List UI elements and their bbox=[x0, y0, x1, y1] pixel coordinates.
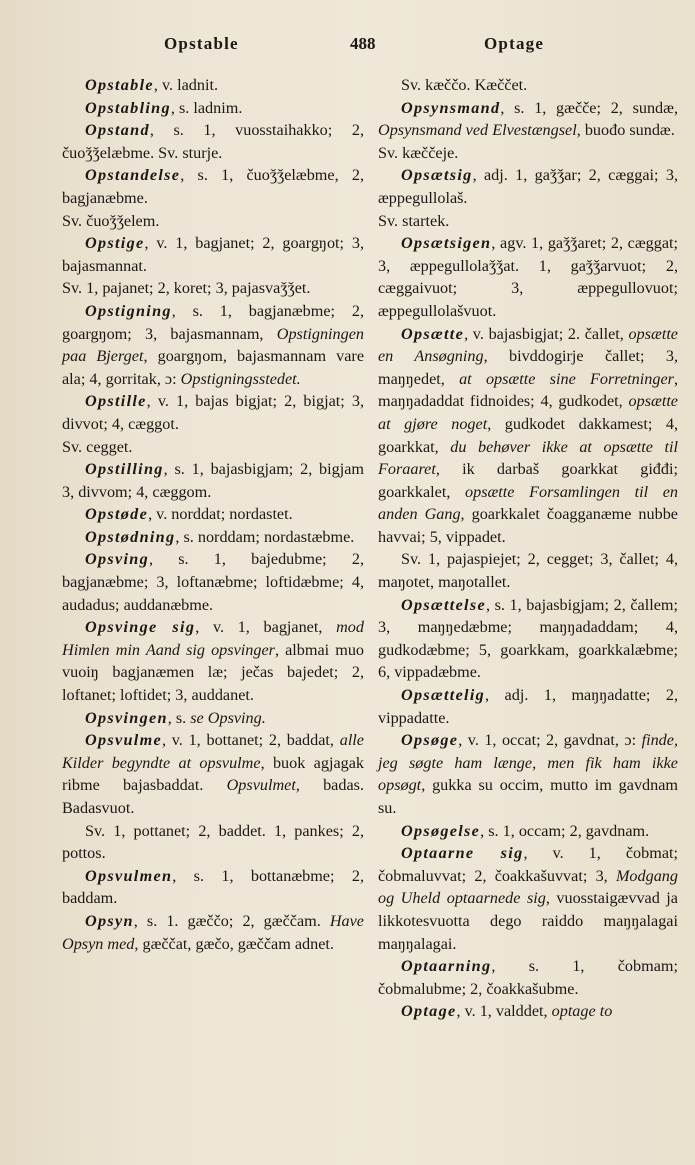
header-left-guideword: Opstable bbox=[164, 34, 239, 53]
dictionary-entry bbox=[378, 955, 678, 1000]
definition-text: , s. 1, bajedubme; 2, bagjanæbme; 3, loftanæbme; loftidæbme; 4, audadus; auddanæbme. bbox=[62, 550, 364, 614]
example-phrase: Opsynsmand ved Elvestængsel bbox=[378, 121, 577, 140]
example-phrase: mod Himlen min Aand sig opsvinger bbox=[62, 618, 364, 659]
dictionary-entry bbox=[62, 277, 364, 300]
definition-text: Sv. 1, pajaspiejet; 2, cegget; 3, čallet; 4, maŋotet, maŋotallet. bbox=[378, 550, 678, 592]
headword: Opsvingen bbox=[85, 708, 168, 727]
dictionary-entry bbox=[62, 458, 364, 503]
definition-text: , s. 1, bajasbigjam; 2, bigjam 3, divvom; 4, cæggom. bbox=[62, 460, 364, 501]
definition-text: , goarkkalet čoagganæme nubbe havvai; 5, vippadet. bbox=[378, 505, 678, 546]
example-phrase: Modgang og Uheld optaarnede sig bbox=[378, 866, 678, 908]
definition-text: , s. norddam; nordastæbme. bbox=[175, 527, 355, 546]
right-column bbox=[378, 74, 678, 1023]
headword: Opstabling bbox=[85, 98, 171, 117]
definition-text: , s. 1, čuoǯǯelæbme, 2, bagjanæbme. bbox=[62, 166, 364, 207]
definition-text: , s. 1, bagjanæbme; 2, goargŋom; 3, bajasmannam, bbox=[62, 301, 364, 343]
definition-text: , v. 1, valddet, bbox=[456, 1002, 552, 1021]
definition-text: , goargŋom, bajasmannam vare ala; 4, gorritak, ɔ: bbox=[62, 347, 365, 388]
dictionary-entry bbox=[62, 503, 364, 526]
headword: Opstøde bbox=[85, 505, 149, 524]
dictionary-entry bbox=[378, 142, 678, 165]
headword: Opsvulmen bbox=[85, 866, 173, 885]
dictionary-entry bbox=[62, 119, 364, 164]
headword: Opsættelse bbox=[401, 595, 486, 614]
left-column bbox=[62, 74, 364, 955]
dictionary-entry bbox=[62, 910, 364, 955]
headword: Optaarne sig bbox=[401, 844, 524, 863]
example-phrase: alle Kilder begyndte at opsvulme bbox=[62, 731, 364, 772]
headword: Optage bbox=[401, 1002, 457, 1021]
definition-text: , badas. Badasvuot. bbox=[62, 776, 364, 817]
dictionary-entry bbox=[378, 594, 678, 684]
definition-text: , v. 1, bagjanet, bbox=[195, 618, 337, 637]
headword: Opstige bbox=[85, 234, 145, 253]
dictionary-entry bbox=[378, 1000, 678, 1023]
example-phrase: du behøver ikke at opsætte til Foraaret bbox=[378, 437, 678, 479]
definition-text: , v. 1, bagjanet; 2, goargŋot; 3, bajasmannat. bbox=[62, 234, 364, 275]
dictionary-entry bbox=[62, 729, 364, 819]
example-phrase: opsætte Forsamlingen til en anden Gang bbox=[378, 482, 678, 524]
dictionary-entry bbox=[62, 436, 364, 459]
dictionary-entry bbox=[62, 616, 364, 706]
example-phrase: Have Opsyn med bbox=[62, 911, 364, 953]
example-phrase: finde, jeg søgte ham længe, men fik ham ikke opsøgt bbox=[378, 731, 678, 795]
definition-text: , s. ladnim. bbox=[170, 98, 243, 117]
dictionary-entry bbox=[62, 300, 364, 390]
example-phrase: Opstigningsstedet. bbox=[180, 369, 301, 388]
definition-text: Sv. kæččeje. bbox=[378, 143, 459, 162]
headword: Opsøge bbox=[401, 731, 459, 750]
headword: Opstille bbox=[85, 392, 147, 411]
dictionary-entry bbox=[62, 707, 364, 730]
dictionary-entry bbox=[378, 74, 678, 97]
dictionary-entry bbox=[378, 684, 678, 729]
definition-text: , albmai muo vuoiŋ bagjanæmen læ; ječas bajedet; 2, loftanet; loftidet; 3, auddanet. bbox=[62, 640, 365, 705]
dictionary-entry bbox=[62, 820, 364, 865]
definition-text: , agv. 1, gaǯǯaret; 2, cæggat; 3, æppegullolaǯǯat. 1, gaǯǯarvuot; 2, cæggaivuot; 3, æppegullovuot; æppegullolašvuot. bbox=[378, 234, 678, 320]
definition-text: , s. 1, bottanæbme; 2, baddam. bbox=[62, 866, 364, 908]
definition-text: , gudkodet dakkamest; 4, goarkkat, bbox=[378, 414, 679, 456]
running-header bbox=[60, 34, 660, 58]
definition-text: , buođo sundæ. bbox=[576, 121, 675, 140]
headword: Opsætsig bbox=[401, 166, 473, 185]
dictionary-entry bbox=[62, 390, 364, 435]
dictionary-entry bbox=[62, 164, 364, 209]
example-phrase: opsætte at gjøre noget bbox=[378, 392, 678, 433]
headword: Opstable bbox=[85, 76, 154, 94]
dictionary-entry bbox=[378, 842, 678, 955]
headword: Opsætte bbox=[401, 324, 465, 343]
headword: Optaarning bbox=[401, 957, 492, 976]
dictionary-entry bbox=[378, 164, 678, 209]
definition-text: , ik darbaš goarkkat giđđi; goarkkalet, bbox=[378, 460, 678, 501]
headword: Opsving bbox=[85, 550, 149, 569]
definition-text: , s. 1, vuosstaihakko; 2, čuoǯǯelæbme. Sv. sturje. bbox=[62, 121, 364, 162]
definition-text: Sv. kæččo. Kæččet. bbox=[401, 76, 528, 94]
dictionary-entry bbox=[62, 74, 364, 97]
example-phrase: Opsvulmet bbox=[226, 776, 296, 795]
definition-text: Sv. čuoǯǯelem. bbox=[62, 211, 160, 230]
dictionary-entry bbox=[378, 729, 678, 819]
dictionary-entry bbox=[378, 548, 678, 593]
definition-text: , v. 1, occat; 2, gavdnat, ɔ: bbox=[458, 731, 642, 750]
example-phrase: at opsætte sine Forretninger bbox=[459, 369, 674, 388]
example-phrase: se Opsving. bbox=[190, 708, 266, 727]
definition-text: , s. 1. gæččo; 2, gæččam. bbox=[133, 911, 330, 930]
definition-text: , gukka su occim, mutto im gavdnam su. bbox=[378, 776, 678, 817]
definition-text: , vuosstaigævvad ja likkotesvuotta dego raiddo maŋŋalagai maŋŋalagai. bbox=[378, 889, 678, 953]
definition-text: , maŋŋadaddat fidnoides; 4, gudkodet, bbox=[378, 369, 678, 411]
dictionary-entry bbox=[378, 97, 678, 142]
example-phrase: opsætte en Ansøgning bbox=[378, 324, 678, 366]
definition-text: , s. 1, čobmam; čobmalubme; 2, čoakkašubme. bbox=[378, 957, 678, 998]
headword: Opsvinge sig bbox=[85, 618, 196, 637]
dictionary-entry bbox=[378, 820, 678, 843]
dictionary-entry bbox=[62, 232, 364, 277]
definition-text: , v. 1, bottanet; 2, baddat, bbox=[161, 731, 340, 750]
dictionary-entry bbox=[62, 548, 364, 616]
dictionary-entry bbox=[62, 97, 364, 120]
headword: Opstilling bbox=[85, 460, 164, 479]
headword: Opsynsmand bbox=[401, 98, 501, 117]
example-phrase: Opstigningen paa Bjerget bbox=[62, 324, 364, 366]
headword: Opsyn bbox=[85, 911, 134, 930]
header-right-guideword: Optage bbox=[484, 34, 545, 53]
example-phrase: optage to bbox=[551, 1002, 613, 1021]
definition-text: , v. bajasbigjat; 2. čallet, bbox=[464, 324, 629, 343]
dictionary-entry bbox=[378, 232, 678, 322]
definition-text: , gæččat, gæčo, gæččam adnet. bbox=[134, 934, 334, 953]
definition-text: , bivddogirje čallet; 3, maŋŋedet, bbox=[378, 347, 678, 388]
headword: Opstigning bbox=[85, 301, 172, 320]
definition-text: Sv. startek. bbox=[378, 211, 450, 230]
definition-text: , adj. 1, gaǯǯar; 2, cæggai; 3, æppegullolaš. bbox=[378, 166, 678, 207]
headword: Opsættelig bbox=[401, 686, 486, 705]
definition-text: , v. ladnit. bbox=[153, 76, 218, 94]
headword: Opstødning bbox=[85, 527, 176, 546]
dictionary-entry bbox=[62, 526, 364, 549]
headword: Opsvulme bbox=[85, 731, 162, 750]
definition-text: , v. 1, čobmat; čobmaluvvat; 2, čoakkašuvvat; 3, bbox=[378, 844, 678, 885]
definition-text: , buok agjagak ribme bajasbaddat. bbox=[62, 753, 364, 795]
dictionary-entry bbox=[62, 865, 364, 910]
definition-text: Sv. cegget. bbox=[62, 437, 133, 456]
definition-text: , s. 1, occam; 2, gavdnam. bbox=[480, 821, 650, 840]
dictionary-entry bbox=[378, 210, 678, 233]
headword: Opstand bbox=[85, 121, 150, 140]
dictionary-entry bbox=[378, 323, 678, 549]
headword: Opsætsigen bbox=[401, 234, 492, 253]
definition-text: , adj. 1, maŋŋadatte; 2, vippadatte. bbox=[378, 686, 678, 727]
definition-text: , v. norddat; nordastet. bbox=[148, 505, 293, 524]
definition-text: , s. 1, gæčče; 2, sundæ, bbox=[500, 98, 678, 117]
dictionary-entry bbox=[62, 210, 364, 233]
page-number: 488 bbox=[350, 34, 376, 53]
definition-text: , v. 1, bajas bigjat; 2, bigjat; 3, divvot; 4, cæggot. bbox=[62, 392, 364, 433]
definition-text: , s. 1, bajasbigjam; 2, čallem; 3, maŋŋedæbme; maŋŋadaddam; 4, gudkodæbme; 5, goarkkam, goarkkalæbme; 6, vippadæbme. bbox=[378, 595, 678, 682]
definition-text: Sv. 1, pajanet; 2, koret; 3, pajasvaǯǯet. bbox=[62, 279, 311, 298]
definition-text: , s. bbox=[167, 708, 191, 727]
definition-text: Sv. 1, pottanet; 2, baddet. 1, pankes; 2, pottos. bbox=[62, 821, 364, 863]
headword: Opstandelse bbox=[85, 166, 181, 185]
headword: Opsøgelse bbox=[401, 821, 481, 840]
